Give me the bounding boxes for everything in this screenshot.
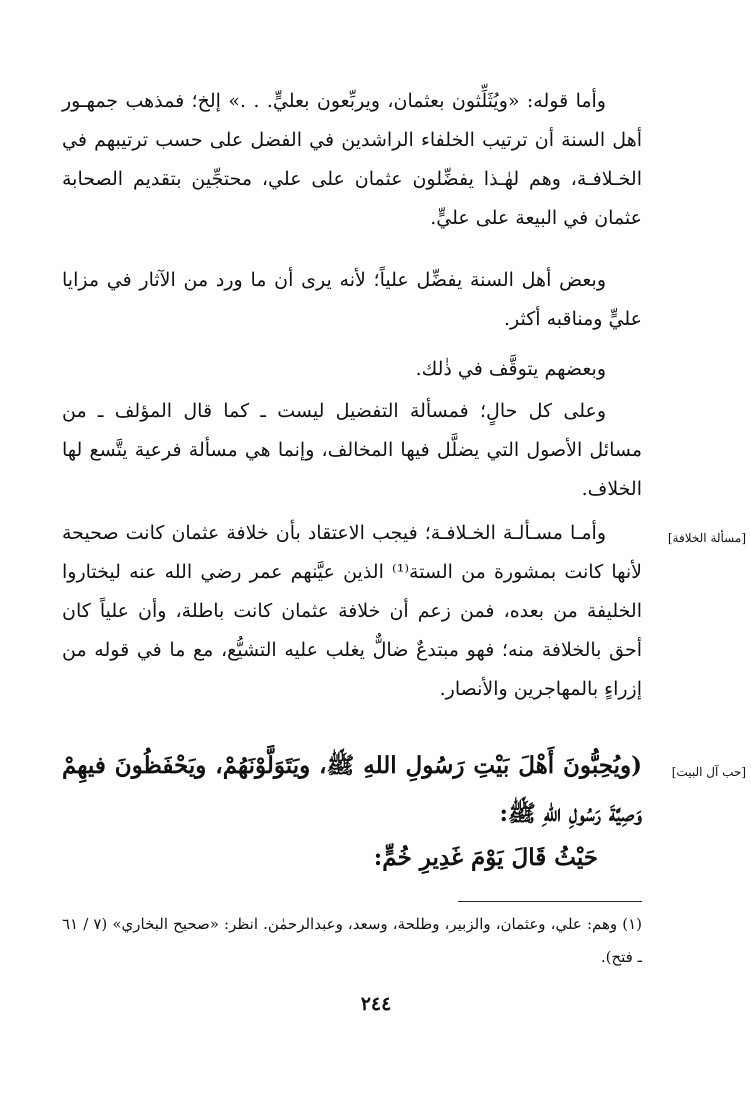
paragraph-tafdil-ali: وبعض أهل السنة يفضِّل علياً؛ لأنه يرى أن ما ورد من الآثار في مزايا عليٍّ ومناقبه أكثر.	[62, 269, 642, 330]
paragraph-tawaqquf: وبعضهم يتوقَّف في ذٰلك.	[415, 358, 606, 380]
footnote-separator	[458, 901, 642, 902]
paragraph-furu-issue: وعلى كل حالٍ؛ فمسألة التفضيل ليست ـ كما قال المؤلف ـ من مسائل الأصول التي يضلَّل فيها المخالف، وإنما هي مسألة فرعية يتَّسع لها الخلاف.	[62, 400, 642, 500]
footnote: (١) وهم: علي، وعثمان، والزبير، وطلحة، وسعد، وعبدالرحمٰن. انظر: «صحيح البخاري» (٧ / ٦١ ـ فتح).	[62, 915, 642, 966]
margin-note-caliphate: [مسألة الخلافة]	[667, 531, 746, 545]
matn-line-1: (ويُحِبُّونَ أَهْلَ بَيْتِ رَسُولِ اللهِ ﷺ، ويَتَوَلَّوْنَهُمْ، ويَحْفَظُونَ فيهِمْ	[62, 752, 642, 779]
matn-line-2: وَصِيَّةَ رَسُولِ اللهِ ﷺ:	[499, 800, 642, 827]
page-number: ٢٤٤	[360, 993, 392, 1015]
paragraph-tafdil-majority: وأما قوله: «ويُثَلِّثون بعثمان، ويربِّعون بعليٍّ. . .» إلخ؛ فمذهب جمهـور أهل السنة أن ترتيب الخلفاء الراشدين في الفضل على حسب ترتيبهم في الخـلافـة، وهم لهٰـذا يفضِّلون عثمان على علي، محتجِّين بتقديم الصحابة عثمان في البيعة على عليٍّ.	[62, 90, 642, 229]
paragraph-caliphate: وأمـا مسـألـة الخـلافـة؛ فيجب الاعتقاد بأن خلافة عثمان كانت صحيحة لأنها كانت بمشورة من الستة⁽¹⁾ الذين عيَّنهم عمر رضي الله عنه ليختاروا الخليفة من بعده، فمن زعم أن خلافة عثمان كانت باطلة، وأن علياً كان أحق بالخلافة منه؛ فهو مبتدعٌ ضالٌّ يغلب عليه التشيُّع، مع ما في قوله من إزراءٍ بالمهاجرين والأنصار.	[62, 522, 642, 700]
matn-line-3: حَيْثُ قَالَ يَوْمَ غَدِيرِ خُمٍّ:	[373, 844, 598, 871]
margin-note-ahl-al-bayt: [حب آل البيت]	[671, 765, 746, 779]
